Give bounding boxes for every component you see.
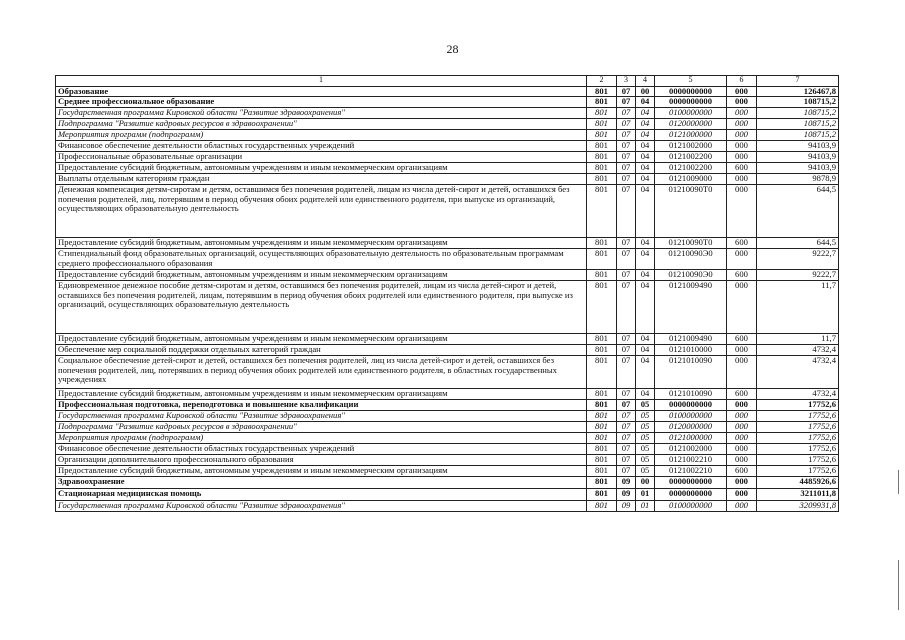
table-row bbox=[56, 411, 839, 422]
table-row bbox=[56, 185, 839, 238]
cell-csr: 0000000000 bbox=[655, 97, 727, 108]
cell-ved: 801 bbox=[587, 270, 617, 281]
cell-vr: 000 bbox=[727, 174, 757, 185]
cell-pr: 04 bbox=[636, 281, 655, 334]
cell-ved: 801 bbox=[587, 444, 617, 455]
cell-name: Мероприятия программ (подпрограмм) bbox=[56, 433, 587, 444]
cell-rz: 07 bbox=[617, 411, 636, 422]
cell-pr: 04 bbox=[636, 334, 655, 345]
cell-vr: 000 bbox=[727, 433, 757, 444]
cell-csr: 0121010000 bbox=[655, 345, 727, 356]
cell-ved: 801 bbox=[587, 249, 617, 270]
cell-name: Выплаты отдельным категориям граждан bbox=[56, 174, 587, 185]
table-row bbox=[56, 433, 839, 444]
cell-ved: 801 bbox=[587, 152, 617, 163]
cell-ved: 801 bbox=[587, 174, 617, 185]
cell-sum: 3209931,8 bbox=[757, 501, 839, 512]
cell-name: Подпрограмма "Развитие кадровых ресурсов в здравоохранении" bbox=[56, 422, 587, 433]
cell-pr: 04 bbox=[636, 345, 655, 356]
cell-pr: 05 bbox=[636, 455, 655, 466]
cell-sum: 94103,9 bbox=[757, 163, 839, 174]
header-col-name: 1 bbox=[56, 76, 587, 87]
cell-ved: 801 bbox=[587, 345, 617, 356]
cell-rz: 07 bbox=[617, 185, 636, 238]
cell-pr: 04 bbox=[636, 270, 655, 281]
cell-pr: 04 bbox=[636, 141, 655, 152]
cell-csr: 0121002000 bbox=[655, 141, 727, 152]
scan-edge-mark bbox=[898, 470, 899, 494]
cell-csr: 0121002200 bbox=[655, 152, 727, 163]
table-row bbox=[56, 163, 839, 174]
table-row bbox=[56, 444, 839, 455]
cell-pr: 04 bbox=[636, 356, 655, 389]
cell-ved: 801 bbox=[587, 489, 617, 501]
cell-vr: 000 bbox=[727, 152, 757, 163]
table-row bbox=[56, 345, 839, 356]
cell-pr: 05 bbox=[636, 433, 655, 444]
cell-pr: 00 bbox=[636, 87, 655, 97]
cell-name: Организации дополнительного профессионального образования bbox=[56, 455, 587, 466]
cell-ved: 801 bbox=[587, 238, 617, 249]
cell-rz: 07 bbox=[617, 466, 636, 477]
cell-vr: 000 bbox=[727, 444, 757, 455]
cell-csr: 0100000000 bbox=[655, 108, 727, 119]
cell-rz: 07 bbox=[617, 281, 636, 334]
cell-vr: 600 bbox=[727, 466, 757, 477]
cell-pr: 04 bbox=[636, 238, 655, 249]
cell-pr: 04 bbox=[636, 185, 655, 238]
cell-csr: 0121002000 bbox=[655, 444, 727, 455]
cell-csr: 0120000000 bbox=[655, 422, 727, 433]
table-row bbox=[56, 119, 839, 130]
cell-pr: 04 bbox=[636, 119, 655, 130]
cell-name: Финансовое обеспечение деятельности областных государственных учреждений bbox=[56, 444, 587, 455]
cell-rz: 07 bbox=[617, 130, 636, 141]
cell-ved: 801 bbox=[587, 389, 617, 400]
cell-rz: 07 bbox=[617, 163, 636, 174]
cell-sum: 17752,6 bbox=[757, 444, 839, 455]
table-row bbox=[56, 130, 839, 141]
cell-sum: 17752,6 bbox=[757, 422, 839, 433]
cell-vr: 600 bbox=[727, 163, 757, 174]
cell-rz: 09 bbox=[617, 477, 636, 489]
cell-ved: 801 bbox=[587, 477, 617, 489]
table-row bbox=[56, 356, 839, 389]
cell-sum: 4732,4 bbox=[757, 345, 839, 356]
table-row bbox=[56, 108, 839, 119]
cell-sum: 108715,2 bbox=[757, 97, 839, 108]
cell-ved: 801 bbox=[587, 281, 617, 334]
cell-csr: 0000000000 bbox=[655, 87, 727, 97]
table-row bbox=[56, 281, 839, 334]
cell-name: Предоставление субсидий бюджетным, автономным учреждениям и иным некоммерческим организациям bbox=[56, 466, 587, 477]
cell-vr: 000 bbox=[727, 119, 757, 130]
cell-sum: 4732,4 bbox=[757, 389, 839, 400]
cell-rz: 07 bbox=[617, 356, 636, 389]
cell-name: Предоставление субсидий бюджетным, автономным учреждениям и иным некоммерческим организациям bbox=[56, 238, 587, 249]
cell-csr: 0121002210 bbox=[655, 466, 727, 477]
cell-vr: 000 bbox=[727, 130, 757, 141]
cell-pr: 04 bbox=[636, 174, 655, 185]
cell-rz: 07 bbox=[617, 152, 636, 163]
cell-ved: 801 bbox=[587, 466, 617, 477]
cell-rz: 07 bbox=[617, 400, 636, 411]
budget-table bbox=[55, 75, 839, 512]
cell-csr: 01210090Т0 bbox=[655, 185, 727, 238]
cell-sum: 9222,7 bbox=[757, 249, 839, 270]
cell-name: Обеспечение мер социальной поддержки отдельных категорий граждан bbox=[56, 345, 587, 356]
cell-name: Подпрограмма "Развитие кадровых ресурсов в здравоохранении" bbox=[56, 119, 587, 130]
header-col-sum: 7 bbox=[757, 76, 839, 87]
cell-ved: 801 bbox=[587, 185, 617, 238]
cell-sum: 4732,4 bbox=[757, 356, 839, 389]
cell-sum: 108715,2 bbox=[757, 130, 839, 141]
cell-rz: 07 bbox=[617, 238, 636, 249]
cell-name: Профессиональные образовательные организации bbox=[56, 152, 587, 163]
cell-csr: 0000000000 bbox=[655, 400, 727, 411]
cell-sum: 17752,6 bbox=[757, 400, 839, 411]
table-row bbox=[56, 174, 839, 185]
cell-pr: 04 bbox=[636, 163, 655, 174]
cell-pr: 04 bbox=[636, 389, 655, 400]
cell-rz: 07 bbox=[617, 87, 636, 97]
cell-name: Государственная программа Кировской области "Развитие здравоохранения" bbox=[56, 108, 587, 119]
table-row bbox=[56, 501, 839, 512]
header-col-csr: 5 bbox=[655, 76, 727, 87]
header-col-rz: 3 bbox=[617, 76, 636, 87]
cell-vr: 000 bbox=[727, 185, 757, 238]
table-row bbox=[56, 152, 839, 163]
cell-sum: 126467,8 bbox=[757, 87, 839, 97]
cell-vr: 000 bbox=[727, 411, 757, 422]
header-col-vr: 6 bbox=[727, 76, 757, 87]
cell-name: Стационарная медицинская помощь bbox=[56, 489, 587, 501]
cell-csr: 0121009490 bbox=[655, 334, 727, 345]
cell-rz: 07 bbox=[617, 119, 636, 130]
table-row bbox=[56, 389, 839, 400]
cell-name: Мероприятия программ (подпрограмм) bbox=[56, 130, 587, 141]
cell-name: Государственная программа Кировской области "Развитие здравоохранения" bbox=[56, 411, 587, 422]
cell-vr: 000 bbox=[727, 501, 757, 512]
cell-pr: 04 bbox=[636, 108, 655, 119]
cell-csr: 0121010090 bbox=[655, 356, 727, 389]
cell-vr: 000 bbox=[727, 455, 757, 466]
cell-ved: 801 bbox=[587, 400, 617, 411]
cell-csr: 0000000000 bbox=[655, 489, 727, 501]
cell-name: Денежная компенсация детям-сиротам и детям, оставшимся без попечения родителей, лицам из числа детей-сирот и детей, оставшихся без попечения родителей, лиц, потерявшим в период обучения обоих родителей или единственного родителя, при выпуске из организаций, осуществляющих образовательную деятельность bbox=[56, 185, 587, 238]
cell-pr: 05 bbox=[636, 400, 655, 411]
cell-pr: 05 bbox=[636, 444, 655, 455]
cell-vr: 000 bbox=[727, 345, 757, 356]
cell-sum: 9222,7 bbox=[757, 270, 839, 281]
cell-pr: 05 bbox=[636, 466, 655, 477]
cell-csr: 0120000000 bbox=[655, 119, 727, 130]
cell-vr: 000 bbox=[727, 97, 757, 108]
cell-ved: 801 bbox=[587, 422, 617, 433]
cell-vr: 000 bbox=[727, 249, 757, 270]
cell-pr: 00 bbox=[636, 477, 655, 489]
cell-pr: 05 bbox=[636, 422, 655, 433]
cell-pr: 01 bbox=[636, 501, 655, 512]
cell-csr: 0121002200 bbox=[655, 163, 727, 174]
cell-ved: 801 bbox=[587, 334, 617, 345]
cell-name: Стипендиальный фонд образовательных организаций, осуществляющих образовательную деятельность по образовательным программам среднего профессионального образования bbox=[56, 249, 587, 270]
cell-csr: 0121009490 bbox=[655, 281, 727, 334]
cell-csr: 0100000000 bbox=[655, 501, 727, 512]
cell-sum: 4485926,6 bbox=[757, 477, 839, 489]
cell-ved: 801 bbox=[587, 141, 617, 152]
cell-ved: 801 bbox=[587, 356, 617, 389]
table-header-row bbox=[56, 76, 839, 87]
cell-vr: 600 bbox=[727, 389, 757, 400]
cell-csr: 0121002210 bbox=[655, 455, 727, 466]
cell-rz: 07 bbox=[617, 141, 636, 152]
cell-ved: 801 bbox=[587, 411, 617, 422]
table-row bbox=[56, 87, 839, 97]
cell-name: Предоставление субсидий бюджетным, автономным учреждениям и иным некоммерческим организациям bbox=[56, 389, 587, 400]
cell-vr: 000 bbox=[727, 477, 757, 489]
cell-csr: 0121000000 bbox=[655, 433, 727, 444]
cell-rz: 07 bbox=[617, 455, 636, 466]
cell-name: Единовременное денежное пособие детям-сиротам и детям, оставшимся без попечения родителей, лицам из числа детей-сирот и детей, оставшихся без попечения родителей, лицам, потерявшим в период обучения обоих родителей или единственного родителя, при выпуске из организаций, осуществляющих образовательную деятельность bbox=[56, 281, 587, 334]
cell-sum: 644,5 bbox=[757, 185, 839, 238]
table-row bbox=[56, 466, 839, 477]
cell-ved: 801 bbox=[587, 163, 617, 174]
table-body bbox=[56, 87, 839, 512]
table-row bbox=[56, 477, 839, 489]
cell-name: Финансовое обеспечение деятельности областных государственных учреждений bbox=[56, 141, 587, 152]
cell-vr: 000 bbox=[727, 356, 757, 389]
cell-name: Предоставление субсидий бюджетным, автономным учреждениям и иным некоммерческим организациям bbox=[56, 334, 587, 345]
cell-name: Здравоохранение bbox=[56, 477, 587, 489]
cell-vr: 000 bbox=[727, 108, 757, 119]
cell-csr: 0121000000 bbox=[655, 130, 727, 141]
cell-pr: 04 bbox=[636, 130, 655, 141]
cell-name: Социальное обеспечение детей-сирот и детей, оставшихся без попечения родителей, лиц из числа детей-сирот и детей, оставшихся без попечения родителей, лиц, потерявших в период обучения обоих родителей или единственного родителя, в областных государственных учреждениях bbox=[56, 356, 587, 389]
cell-vr: 600 bbox=[727, 334, 757, 345]
cell-sum: 17752,6 bbox=[757, 455, 839, 466]
cell-rz: 07 bbox=[617, 270, 636, 281]
cell-rz: 07 bbox=[617, 334, 636, 345]
cell-sum: 108715,2 bbox=[757, 119, 839, 130]
cell-ved: 801 bbox=[587, 97, 617, 108]
cell-ved: 801 bbox=[587, 455, 617, 466]
cell-ved: 801 bbox=[587, 108, 617, 119]
cell-rz: 07 bbox=[617, 389, 636, 400]
header-col-pr: 4 bbox=[636, 76, 655, 87]
cell-name: Государственная программа Кировской области "Развитие здравоохранения" bbox=[56, 501, 587, 512]
cell-vr: 600 bbox=[727, 270, 757, 281]
cell-sum: 644,5 bbox=[757, 238, 839, 249]
cell-vr: 000 bbox=[727, 281, 757, 334]
header-col-ved: 2 bbox=[587, 76, 617, 87]
cell-vr: 000 bbox=[727, 87, 757, 97]
table-row bbox=[56, 334, 839, 345]
table-row bbox=[56, 141, 839, 152]
cell-name: Предоставление субсидий бюджетным, автономным учреждениям и иным некоммерческим организациям bbox=[56, 270, 587, 281]
scan-edge-mark bbox=[898, 560, 899, 610]
cell-csr: 01210090Т0 bbox=[655, 238, 727, 249]
cell-ved: 801 bbox=[587, 119, 617, 130]
cell-sum: 11,7 bbox=[757, 281, 839, 334]
cell-name: Профессиональная подготовка, переподготовка и повышение квалификации bbox=[56, 400, 587, 411]
cell-sum: 17752,6 bbox=[757, 433, 839, 444]
cell-name: Среднее профессиональное образование bbox=[56, 97, 587, 108]
cell-rz: 07 bbox=[617, 97, 636, 108]
cell-ved: 801 bbox=[587, 130, 617, 141]
table-row bbox=[56, 455, 839, 466]
cell-rz: 07 bbox=[617, 422, 636, 433]
cell-sum: 94103,9 bbox=[757, 141, 839, 152]
cell-sum: 9878,9 bbox=[757, 174, 839, 185]
cell-sum: 11,7 bbox=[757, 334, 839, 345]
cell-vr: 000 bbox=[727, 141, 757, 152]
cell-pr: 04 bbox=[636, 249, 655, 270]
cell-rz: 07 bbox=[617, 174, 636, 185]
cell-csr: 0121009000 bbox=[655, 174, 727, 185]
cell-rz: 07 bbox=[617, 108, 636, 119]
cell-rz: 07 bbox=[617, 444, 636, 455]
cell-vr: 000 bbox=[727, 400, 757, 411]
table-row bbox=[56, 249, 839, 270]
cell-sum: 3211011,8 bbox=[757, 489, 839, 501]
cell-vr: 000 bbox=[727, 489, 757, 501]
cell-pr: 04 bbox=[636, 97, 655, 108]
cell-pr: 05 bbox=[636, 411, 655, 422]
cell-ved: 801 bbox=[587, 433, 617, 444]
table-row bbox=[56, 97, 839, 108]
cell-vr: 600 bbox=[727, 238, 757, 249]
cell-sum: 108715,2 bbox=[757, 108, 839, 119]
cell-pr: 01 bbox=[636, 489, 655, 501]
cell-sum: 17752,6 bbox=[757, 466, 839, 477]
cell-csr: 0121010090 bbox=[655, 389, 727, 400]
page-number: 28 bbox=[446, 42, 459, 56]
cell-pr: 04 bbox=[636, 152, 655, 163]
cell-csr: 0100000000 bbox=[655, 411, 727, 422]
cell-ved: 801 bbox=[587, 87, 617, 97]
cell-rz: 07 bbox=[617, 345, 636, 356]
cell-csr: 01210090Э0 bbox=[655, 249, 727, 270]
table-row bbox=[56, 238, 839, 249]
table-row bbox=[56, 489, 839, 501]
cell-ved: 801 bbox=[587, 501, 617, 512]
table-row bbox=[56, 422, 839, 433]
table-row bbox=[56, 400, 839, 411]
cell-sum: 17752,6 bbox=[757, 411, 839, 422]
cell-vr: 000 bbox=[727, 422, 757, 433]
cell-rz: 09 bbox=[617, 489, 636, 501]
cell-rz: 07 bbox=[617, 433, 636, 444]
cell-rz: 07 bbox=[617, 249, 636, 270]
cell-name: Образование bbox=[56, 87, 587, 97]
cell-csr: 0000000000 bbox=[655, 477, 727, 489]
cell-sum: 94103,9 bbox=[757, 152, 839, 163]
cell-rz: 09 bbox=[617, 501, 636, 512]
cell-csr: 01210090Э0 bbox=[655, 270, 727, 281]
table-row bbox=[56, 270, 839, 281]
cell-name: Предоставление субсидий бюджетным, автономным учреждениям и иным некоммерческим организациям bbox=[56, 163, 587, 174]
